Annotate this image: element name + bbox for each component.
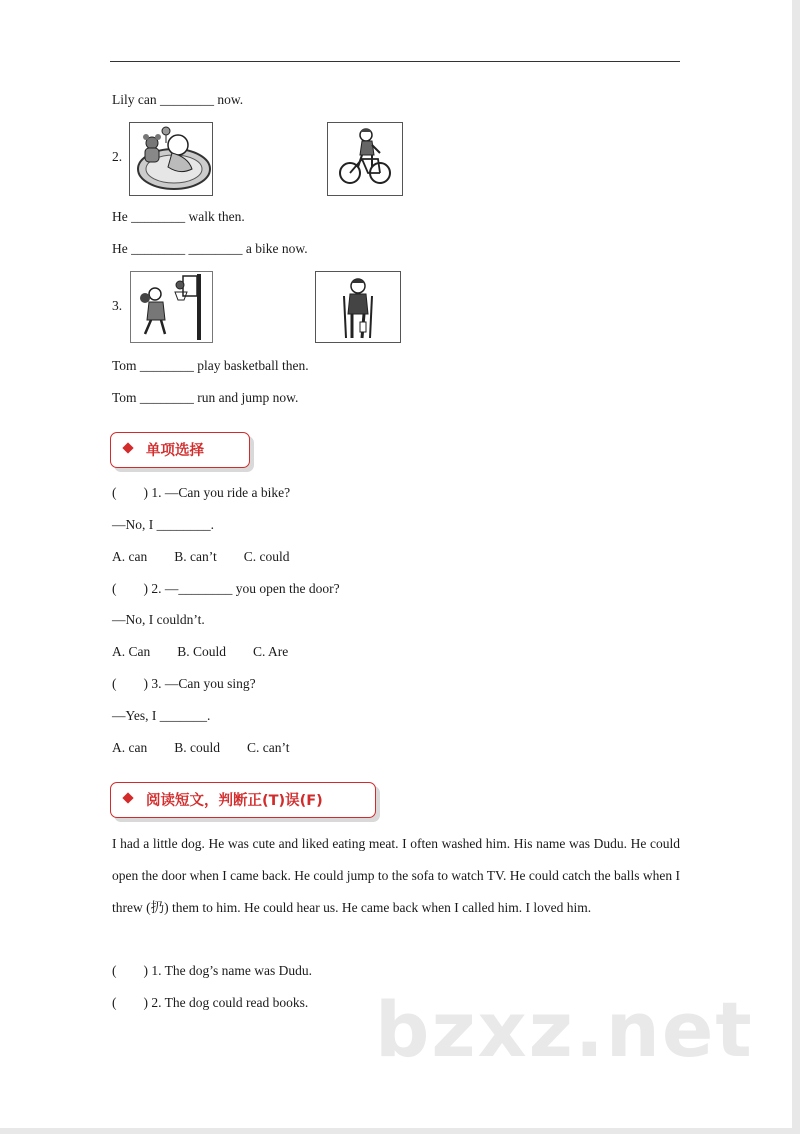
- choice-q2-stem: ( ) 2. —________ you open the door?: [112, 581, 340, 596]
- choice-q2-options: A. Can B. Could C. Are: [112, 644, 289, 659]
- choice-q2-answer: —No, I couldn’t.: [112, 612, 205, 627]
- q3-sentence-now: Tom ________ run and jump now.: [112, 390, 299, 405]
- q2-sentence-now: He ________ ________ a bike now.: [112, 241, 308, 256]
- reading-statement-1: ( ) 1. The dog’s name was Dudu.: [112, 963, 312, 978]
- section-title: 单项选择: [146, 443, 204, 459]
- choice-q1-stem: ( ) 1. —Can you ride a bike?: [112, 485, 291, 500]
- reading-statement-2: ( ) 2. The dog could read books.: [112, 995, 309, 1010]
- baby-crawling-image: [129, 122, 213, 196]
- lily-sentence: Lily can ________ now.: [112, 92, 244, 107]
- reading-passage: I had a little dog. He was cute and liked eating meat. I often washed him. His name was Dudu. He could open the door when I came back. He could jump to the sofa to watch TV. He could catch the balls when I threw (扔) them to him. He could hear us. He came back when I called him. I loved him.: [112, 836, 680, 915]
- question-2-number: 2.: [112, 149, 123, 164]
- choice-q3-stem: ( ) 3. —Can you sing?: [112, 676, 256, 691]
- section-title: 阅读短文，判断正(T)误(F): [146, 793, 323, 809]
- section-header-reading: [110, 782, 396, 820]
- child-basketball-image: [130, 271, 213, 343]
- section-header-choice: [110, 432, 270, 470]
- boy-riding-bike-image: [327, 122, 403, 196]
- question-3-number: 3.: [112, 298, 123, 313]
- q2-sentence-then: He ________ walk then.: [112, 209, 245, 224]
- header-rule: [110, 61, 680, 62]
- choice-q3-options: A. can B. could C. can’t: [112, 740, 290, 755]
- watermark-text: bzxz.net: [375, 985, 754, 1074]
- choice-q3-answer: —Yes, I _______.: [112, 708, 211, 723]
- q3-sentence-then: Tom ________ play basketball then.: [112, 358, 309, 373]
- boy-on-crutches-image: [315, 271, 401, 343]
- choice-q1-answer: —No, I ________.: [112, 517, 214, 532]
- choice-q1-options: A. can B. can’t C. could: [112, 549, 290, 564]
